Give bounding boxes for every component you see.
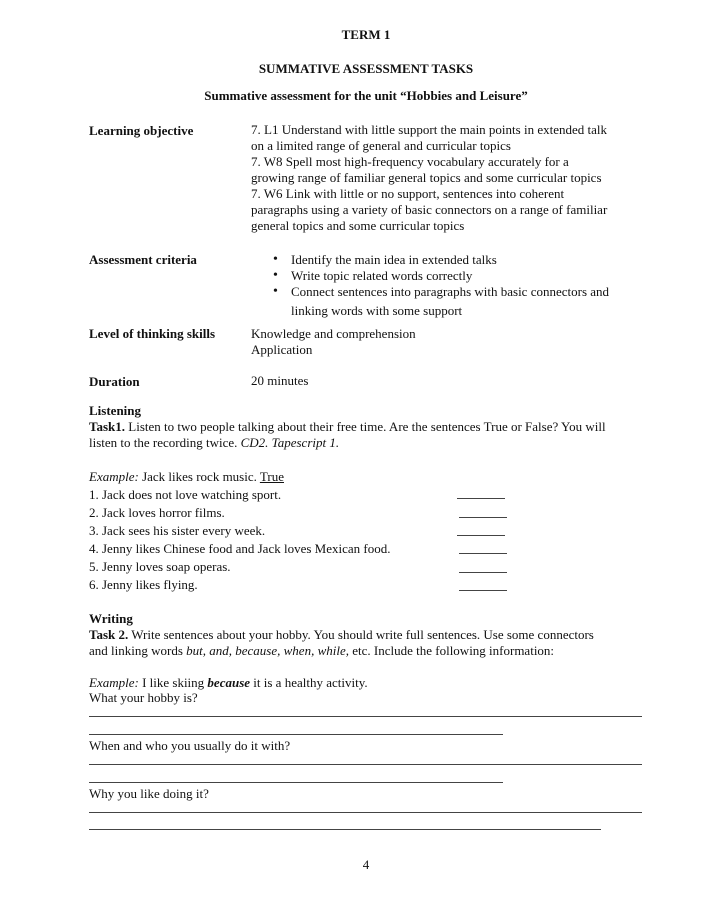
criteria-item: • Identify the main idea in extended talks xyxy=(273,252,643,268)
task1-text-2: listen to the recording twice. xyxy=(89,435,241,450)
duration-value: 20 minutes xyxy=(251,373,309,388)
task2-text-2a: and linking words xyxy=(89,643,187,658)
writing-question: Why you like doing it? xyxy=(89,786,209,801)
learning-objective-label: Learning objective xyxy=(89,123,194,138)
writing-answer-line[interactable] xyxy=(89,734,503,735)
statement-item: 1. Jack does not love watching sport. xyxy=(89,487,282,502)
writing-task-instructions xyxy=(89,627,659,659)
writing-answer-line[interactable] xyxy=(89,782,503,783)
task2-connectors: but, and, because, when, while, xyxy=(186,643,349,658)
listening-heading: Listening xyxy=(89,403,142,418)
criteria-item-continuation: linking words with some support xyxy=(291,303,463,318)
writing-example-b: it is a healthy activity. xyxy=(250,675,368,690)
statement-item: 5. Jenny loves soap operas. xyxy=(89,559,231,574)
learning-objective-line: growing range of familiar general topics and some curricular topics xyxy=(251,170,602,185)
answer-blank[interactable] xyxy=(459,553,507,554)
thinking-skill: Knowledge and comprehension xyxy=(251,326,416,341)
writing-question: When and who you usually do it with? xyxy=(89,738,291,753)
writing-example-a: I like skiing xyxy=(138,675,208,690)
writing-example-label: Example: xyxy=(89,675,139,690)
answer-blank[interactable] xyxy=(459,517,507,518)
assessment-criteria-list xyxy=(273,252,643,300)
writing-example xyxy=(89,675,368,691)
listening-task-instructions xyxy=(89,419,659,451)
learning-objective-line: general topics and some curricular topics xyxy=(251,218,465,233)
term-heading: TERM 1 xyxy=(341,27,391,42)
statement-item: 2. Jack loves horror films. xyxy=(89,505,225,520)
unit-subtitle: Summative assessment for the unit “Hobbies and Leisure” xyxy=(204,88,528,103)
true-false-list xyxy=(89,487,469,595)
listening-example xyxy=(89,469,284,485)
writing-question: What your hobby is? xyxy=(89,690,198,705)
task2-text-2b: etc. Include the following information: xyxy=(348,643,555,658)
assessment-criteria-label: Assessment criteria xyxy=(89,252,197,267)
writing-answer-line[interactable] xyxy=(89,812,642,813)
task2-text: Write sentences about your hobby. You should write full sentences. Use some connectors xyxy=(128,627,594,642)
criteria-item: • Write topic related words correctly xyxy=(273,268,643,284)
answer-blank[interactable] xyxy=(457,535,505,536)
writing-heading: Writing xyxy=(89,611,133,626)
duration-label: Duration xyxy=(89,374,140,389)
writing-answer-line[interactable] xyxy=(89,716,642,717)
thinking-skill: Application xyxy=(251,342,313,357)
criteria-item: • Connect sentences into paragraphs with basic connectors and xyxy=(273,284,643,300)
answer-blank[interactable] xyxy=(459,590,507,591)
learning-objective-line: 7. W8 Spell most high-frequency vocabulary accurately for a xyxy=(251,154,569,169)
page-number: 4 xyxy=(362,857,370,872)
statement-item: 4. Jenny likes Chinese food and Jack loves Mexican food. xyxy=(89,541,391,556)
statement-item: 3. Jack sees his sister every week. xyxy=(89,523,266,538)
page-title: SUMMATIVE ASSESSMENT TASKS xyxy=(258,61,474,76)
answer-blank[interactable] xyxy=(459,572,507,573)
task1-source: CD2. Tapescript 1. xyxy=(240,435,340,450)
learning-objective-line: paragraphs using a variety of basic connectors on a range of familiar xyxy=(251,202,608,217)
task1-text: Listen to two people talking about their free time. Are the sentences True or False? You will xyxy=(125,419,606,434)
writing-example-because: because xyxy=(207,675,251,690)
learning-objective-line: on a limited range of general and curricular topics xyxy=(251,138,511,153)
example-label: Example: xyxy=(89,469,139,484)
task2-label: Task 2. xyxy=(89,627,129,642)
writing-answer-line[interactable] xyxy=(89,829,601,830)
thinking-skills-label: Level of thinking skills xyxy=(89,326,216,341)
answer-blank[interactable] xyxy=(457,498,505,499)
learning-objective-text xyxy=(251,122,651,234)
thinking-skills-values xyxy=(251,326,416,358)
learning-objective-line: 7. L1 Understand with little support the main points in extended talk xyxy=(251,122,607,137)
statement-item: 6. Jenny likes flying. xyxy=(89,577,198,592)
task1-label: Task1. xyxy=(89,419,126,434)
learning-objective-line: 7. W6 Link with little or no support, sentences into coherent xyxy=(251,186,565,201)
writing-answer-line[interactable] xyxy=(89,764,642,765)
example-answer: True xyxy=(259,469,284,484)
example-text: Jack likes rock music. xyxy=(138,469,260,484)
